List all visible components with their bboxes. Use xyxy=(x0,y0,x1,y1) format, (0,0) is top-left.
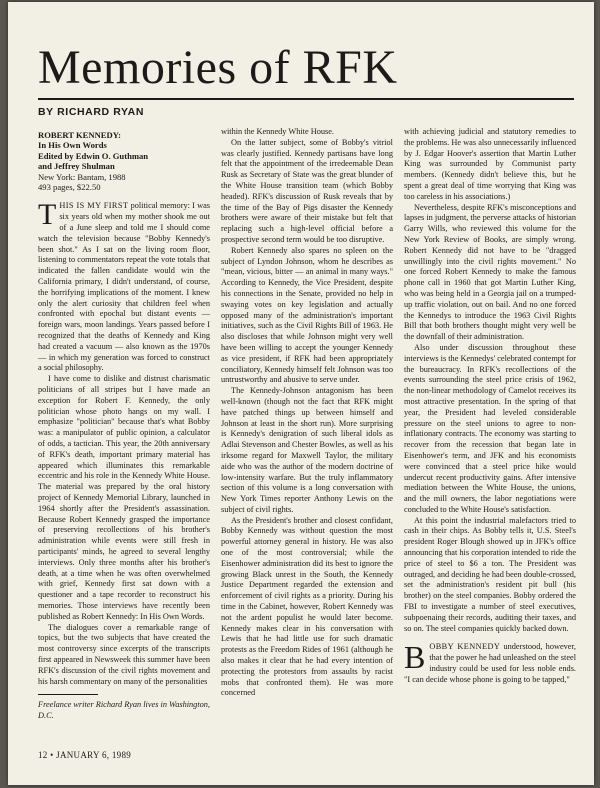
book-info xyxy=(38,130,210,192)
paragraph: The Kennedy-Johnson antagonism has been well-known (though not the fact that RFK might have patched things up between himself and Johnson at least in the short run). More surprising is Kennedy's denigration of such liberal idols as Adlai Stevenson and Chester Bowles, as well as his irksome regard for Maxwell Taylor, the military aide who was the author of the modern doctrine of low-intensity warfare. But the truly inflammatory section of this volume is a long conversation with New York Times reporter Anthony Lewis on the subject of civil rights. xyxy=(221,386,393,514)
book-publisher: New York: Bantam, 1988 xyxy=(38,171,126,182)
author-note: Freelance writer Richard Ryan lives in Washington, D.C. xyxy=(38,700,210,721)
lead-in: OBBY KENNEDY xyxy=(429,642,501,652)
book-editors-line2: and Jeffrey Shulman xyxy=(38,161,115,172)
paragraph: I have come to dislike and distrust charismatic politicians of all stripes but I have made an exception for Robert F. Kennedy, the only politician whose photo hangs on my wall. I emphasize "politician" because that's what Bobby was: a manipulator of public opinion, a calculator of odds, a tactician. This year, the 20th anniversary of RFK's death, important primary material has appeared which illuminates this remarkable eccentric and his role in the Kennedy White House. The material was prepared by the oral history project of Kennedy Memorial Library, launched in 1964 shortly after the President's assassination. Because Robert Kennedy grasped the importance of preserving recollections of his brother's administration while events were still fresh in participants' minds, he agreed to several lengthy interviews. Only three months after his brother's death, at a time when he was often overwhelmed with grief, Kennedy first sat down with a questioner and a tape recorder to reconstruct his memories. Those interviews have recently been published as Robert Kennedy: In His Own Words. xyxy=(38,374,210,621)
paragraph: The dialogues cover a remarkable range of topics, but the two subjects that have created the most controversy since excerpts of the transcripts first appeared in Newsweek this summer have been RFK's discussion of the civil rights movement and his harsh commentary on many of the personalities xyxy=(38,622,210,686)
paragraph: At this point the industrial malefactors tried to cash in their chips. As Bobby tells it, U.S. Steel's president Roger Blough showed up in JFK's office announcing that his corporation intended to ride the price of steel to $6 a ton. The President was outraged, and deciding he had been double-crossed, set the administration's resident pit bull (his brother) on the steel companies. Bobby ordered the FBI to investigate a number of steel executives, subpoenaing their records, auditing their taxes, and so on. The steel companies quickly backed down. xyxy=(404,515,576,633)
paragraph: On the latter subject, some of Bobby's vitriol was clearly justified. Kennedy partisans have long felt that the appointment of the irredeemable Dean Rusk as Secretary of State was the great blunder of the White House transition team (which Bobby headed). RFK's discussion of Rusk reveals that by the time of the Bay of Pigs disaster the Kennedy brothers were aware of their mistake but felt that replacing such a high-level official before a prospective second term would be too disruptive. xyxy=(221,137,393,244)
lead-in: HIS IS MY FIRST xyxy=(59,201,129,211)
book-editors-line1: Edited by Edwin O. Guthman xyxy=(38,150,149,161)
paragraph-text: understood, however, that the power he had unleashed on the steel industry could be used for less noble ends. "I can decide whose phone is going to be tapped," xyxy=(404,642,576,684)
column-2 xyxy=(221,127,393,699)
book-title-line2: In His Own Words xyxy=(38,140,107,151)
column-1 xyxy=(38,130,210,722)
paragraph-text: political memory: I was six years old when my mother shook me out of a June sleep and told me I should come watch the television because "Bobby Kennedy's been shot." As I sat on the living room floor, listening to commentators repeat the vote totals that indicated the fallen candidate would win the California primary, I didn't understand, of course, the horrifying implications of the moment. I knew only the alert curiosity that children feel when confronted with epochal but distant events — foreign wars, moon landings. Years passed before I recognized that the deaths of Kennedy and King had created a vacuum — also known as the 1970s — in which my generation was forced to construct a social philosophy. xyxy=(38,201,211,373)
paragraph xyxy=(404,639,576,685)
paragraph: As the President's brother and closest confidant, Bobby Kennedy was without question the most powerful attorney general in history. He was also one of the most controversial; while the Eisenhower administration did its best to ignore the growing Black unrest in the South, the Kennedy Justice Department regarded the extension and enforcement of civil rights as a priority. During his time in the Cabinet, however, Robert Kennedy was not the ardent populist he would later become. Kennedy makes clear in his conversation with Lewis that he had little use for such dramatic protests as the Freedom Rides of 1961 (although he also makes it clear that he had every intention of protecting the protestors from assaults by racist mobs that confronted them). He was more concerned xyxy=(221,515,393,698)
byline: BY RICHARD RYAN xyxy=(38,106,145,118)
paragraph: Also under discussion throughout these interviews is the Kennedys' celebrated contempt for the bureaucracy. In RFK's recollections of the events surrounding the steel price crisis of 1962, the non-linear methodology of Camelot receives its most attractive presentation. In the spring of that year, the President had leveled considerable pressure on the steel unions to agree to non-inflationary contracts. The economy was starting to recover from the recession that began late in Eisenhower's term, and JFK and his economists were convinced that a steel price hike would undercut recent productivity gains. After intensive mediation between the White House, the unions, and the mill owners, the labor negotiations were concluded to the White House's satisfaction. xyxy=(404,342,576,514)
article-title: Memories of RFK xyxy=(38,41,398,94)
paragraph: Nevertheless, despite RFK's misconceptions and lapses in judgment, the perverse attacks of historian Garry Wills, who reviewed this volume for the New York Review of Books, are simply wrong. Robert Kennedy did not have to be "dragged unwillingly into the civil rights movement." No one forced Robert Kennedy to make the famous phone call in 1960 that got Martin Luther King, who was being held in a Georgia jail on a trumped-up traffic violation, out on bail. And no one forced the Kennedys to introduce the 1963 Civil Rights Bill that both brothers thought might very well be the downfall of their administration. xyxy=(404,202,576,342)
bleed-through-mark xyxy=(178,8,318,38)
paragraph: within the Kennedy White House. xyxy=(221,127,334,136)
paragraph xyxy=(38,198,211,374)
column-3 xyxy=(404,127,576,686)
drop-cap: T xyxy=(38,198,57,232)
title-rule xyxy=(38,98,574,100)
page-footer: 12 • JANUARY 6, 1989 xyxy=(38,750,132,760)
book-pages-price: 493 pages, $22.50 xyxy=(38,182,101,193)
magazine-page xyxy=(8,2,594,785)
book-title-line1: ROBERT KENNEDY: xyxy=(38,130,122,140)
drop-cap: B xyxy=(404,639,426,676)
note-rule xyxy=(38,694,98,695)
paragraph: Robert Kennedy also spares no spleen on the subject of Lyndon Johnson, whom he describes as "mean, vicious, bitter — an animal in many ways." According to Kennedy, the Vice President, despite his connections in the Senate, provided no help in swaying votes on key legislation and actually opposed many of the administration's important initiatives, such as the Civil Rights Bill of 1963. He also discloses that while Johnson might very well have been willing to accept the younger Kennedy as vice president, if RFK had been appropriately conciliatory, Kennedy himself felt Johnson was too untrustworthy and abusive to serve under. xyxy=(221,245,393,385)
paragraph: with achieving judicial and statutory remedies to the problems. He was also unnecessarily influenced by J. Edgar Hoover's assertion that Martin Luther King was surrounded by Communist party members. (Kennedy didn't believe this, but he spent a great deal of time worrying that King was too careless in his associations.) xyxy=(404,127,576,201)
